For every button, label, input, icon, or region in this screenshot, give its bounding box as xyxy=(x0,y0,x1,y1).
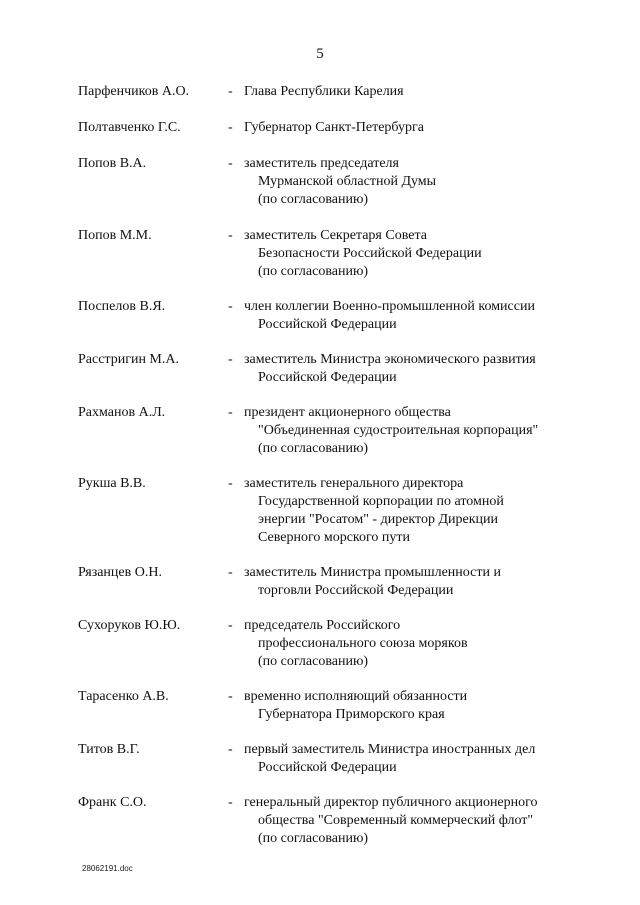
role-line: (по согласованию) xyxy=(258,654,369,669)
member-name: Рязанцев О.Н. xyxy=(78,565,162,580)
dash: - xyxy=(228,689,233,704)
member-role xyxy=(244,404,598,458)
role-line: член коллегии Военно-промышленной комиссии xyxy=(244,299,535,314)
member-name: Поспелов В.Я. xyxy=(78,299,166,314)
list-item xyxy=(78,794,598,848)
member-role xyxy=(244,227,598,281)
dash: - xyxy=(228,565,233,580)
role-line: заместитель Секретаря Совета xyxy=(244,228,427,243)
member-role xyxy=(244,564,598,600)
member-name: Попов М.М. xyxy=(78,228,152,243)
list-item xyxy=(78,741,598,777)
list-item xyxy=(78,475,598,547)
list-item xyxy=(78,564,598,600)
dash: - xyxy=(228,120,233,135)
member-name: Франк С.О. xyxy=(78,795,147,810)
role-line: (по согласованию) xyxy=(258,192,369,207)
list-item xyxy=(78,298,598,334)
role-line: Губернатора Приморского края xyxy=(258,707,445,722)
dash: - xyxy=(228,352,233,367)
member-name: Тарасенко А.В. xyxy=(78,689,169,704)
role-line: Глава Республики Карелия xyxy=(244,84,404,99)
member-name: Расстригин М.А. xyxy=(78,352,179,367)
member-role xyxy=(244,475,598,547)
role-line: (по согласованию) xyxy=(258,264,369,279)
member-role xyxy=(244,119,598,137)
role-line: президент акционерного общества xyxy=(244,405,451,420)
member-role xyxy=(244,155,598,209)
role-line: (по согласованию) xyxy=(258,441,369,456)
member-role xyxy=(244,794,598,848)
role-line: Северного морского пути xyxy=(258,530,411,545)
dash: - xyxy=(228,476,233,491)
role-line: заместитель председателя xyxy=(244,156,399,171)
page-number: 5 xyxy=(316,46,324,62)
member-name: Сухоруков Ю.Ю. xyxy=(78,618,181,633)
member-name: Парфенчиков А.О. xyxy=(78,84,190,99)
role-line: заместитель Министра промышленности и xyxy=(244,565,501,580)
member-role xyxy=(244,688,598,724)
dash: - xyxy=(228,228,233,243)
role-line: временно исполняющий обязанности xyxy=(244,689,468,704)
member-name: Рахманов А.Л. xyxy=(78,405,166,420)
dash: - xyxy=(228,618,233,633)
document-filename: 28062191.doc xyxy=(82,864,133,873)
dash: - xyxy=(228,742,233,757)
list-item xyxy=(78,351,598,387)
role-line: председатель Российского xyxy=(244,618,401,633)
dash: - xyxy=(228,299,233,314)
member-role xyxy=(244,617,598,671)
role-line: Мурманской областной Думы xyxy=(258,174,437,189)
dash: - xyxy=(228,84,233,99)
role-line: Российской Федерации xyxy=(258,370,397,385)
list-item xyxy=(78,155,598,209)
role-line: Российской Федерации xyxy=(258,760,397,775)
role-line: первый заместитель Министра иностранных дел xyxy=(244,742,536,757)
member-role xyxy=(244,83,598,101)
list-item xyxy=(78,227,598,281)
member-role xyxy=(244,298,598,334)
list-item xyxy=(78,404,598,458)
member-name: Полтавченко Г.С. xyxy=(78,120,181,135)
role-line: профессионального союза моряков xyxy=(258,636,468,651)
member-name: Рукша В.В. xyxy=(78,476,146,491)
dash: - xyxy=(228,405,233,420)
dash: - xyxy=(228,156,233,171)
member-role xyxy=(244,741,598,777)
member-name: Попов В.А. xyxy=(78,156,147,171)
role-line: торговли Российской Федерации xyxy=(258,583,454,598)
role-line: "Объединенная судостроительная корпорация" xyxy=(258,423,539,438)
role-line: энергии "Росатом" - директор Дирекции xyxy=(258,512,498,527)
member-role xyxy=(244,351,598,387)
role-line: Безопасности Российской Федерации xyxy=(258,246,482,261)
role-line: заместитель генерального директора xyxy=(244,476,464,491)
role-line: общества "Современный коммерческий флот" xyxy=(258,813,534,828)
role-line: заместитель Министра экономического развития xyxy=(244,352,536,367)
list-item xyxy=(78,617,598,671)
role-line: генеральный директор публичного акционерного xyxy=(244,795,538,810)
role-line: Государственной корпорации по атомной xyxy=(258,494,504,509)
list-item xyxy=(78,119,598,137)
member-list xyxy=(78,83,598,848)
list-item xyxy=(78,83,598,101)
dash: - xyxy=(228,795,233,810)
role-line: Российской Федерации xyxy=(258,317,397,332)
role-line: (по согласованию) xyxy=(258,831,369,846)
role-line: Губернатор Санкт-Петербурга xyxy=(244,120,424,135)
member-name: Титов В.Г. xyxy=(78,742,140,757)
list-item xyxy=(78,688,598,724)
